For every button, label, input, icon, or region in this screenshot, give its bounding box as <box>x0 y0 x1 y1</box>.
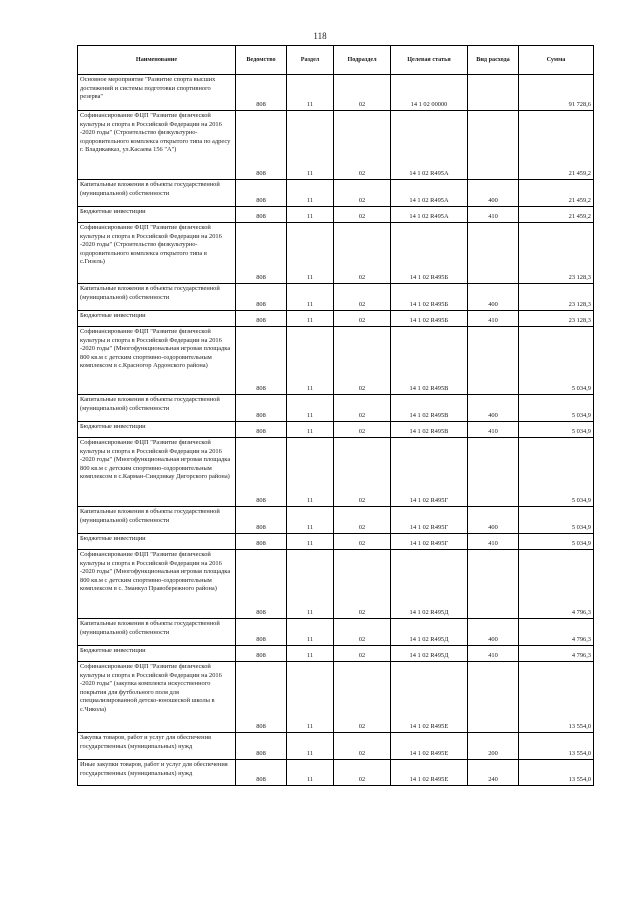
row-target-item: 14 1 02 R495Е <box>391 662 468 733</box>
row-expense-type: 400 <box>468 619 519 646</box>
row-section: 11 <box>287 111 334 180</box>
row-name: Софинансирование ФЦП "Развитие физической культуры и спорта в Российской Федерации на 2016 -2020 годы" (Строительство физкультурно-оздоровительного комплекса открытого типа в с.Гизель) <box>78 223 236 284</box>
row-subsection: 02 <box>334 422 391 438</box>
header-amount: Сумма <box>519 46 594 75</box>
table-row <box>78 207 594 223</box>
row-name: Закупка товаров, работ и услуг для обеспечения государственных (муниципальных) нужд <box>78 733 236 760</box>
row-expense-type: 400 <box>468 180 519 207</box>
row-amount: 5 034,9 <box>519 438 594 507</box>
page-number: 118 <box>313 31 327 41</box>
row-name: Бюджетные инвестиции <box>78 646 236 662</box>
row-expense-type <box>468 223 519 284</box>
row-section: 11 <box>287 327 334 395</box>
table-row <box>78 534 594 550</box>
row-target-item: 14 1 02 00000 <box>391 75 468 111</box>
row-expense-type: 410 <box>468 646 519 662</box>
row-subsection: 02 <box>334 327 391 395</box>
row-target-item: 14 1 02 R495В <box>391 422 468 438</box>
row-name: Бюджетные инвестиции <box>78 207 236 223</box>
row-department: 808 <box>236 327 287 395</box>
header-subsection: Подраздел <box>334 46 391 75</box>
row-expense-type <box>468 75 519 111</box>
row-department: 808 <box>236 180 287 207</box>
row-amount: 13 554,0 <box>519 760 594 786</box>
row-expense-type: 410 <box>468 311 519 327</box>
row-subsection: 02 <box>334 550 391 619</box>
row-expense-type: 410 <box>468 534 519 550</box>
row-name: Иные закупки товаров, работ и услуг для обеспечения государственных (муниципальных) нужд <box>78 760 236 786</box>
row-target-item: 14 1 02 R495Д <box>391 619 468 646</box>
row-target-item: 14 1 02 R495A <box>391 207 468 223</box>
row-name: Бюджетные инвестиции <box>78 422 236 438</box>
table-row <box>78 284 594 311</box>
row-expense-type <box>468 111 519 180</box>
row-subsection: 02 <box>334 395 391 422</box>
row-subsection: 02 <box>334 662 391 733</box>
row-subsection: 02 <box>334 311 391 327</box>
row-target-item: 14 1 02 R495Б <box>391 284 468 311</box>
row-amount: 5 034,9 <box>519 327 594 395</box>
table-row <box>78 75 594 111</box>
header-section: Раздел <box>287 46 334 75</box>
table-row <box>78 619 594 646</box>
row-department: 808 <box>236 662 287 733</box>
row-section: 11 <box>287 760 334 786</box>
row-name: Софинансирование ФЦП "Развитие физической культуры и спорта в Российской Федерации на 2016 -2020 годы" (Многофункциональная игровая площадка 800 кв.м с детским спортивно-оздоровительным комплексом в с.Карман-Синдзикау Дигорского района) <box>78 438 236 507</box>
row-department: 808 <box>236 207 287 223</box>
row-name: Капитальные вложения в объекты государственной (муниципальной) собственности <box>78 507 236 534</box>
row-amount: 5 034,9 <box>519 422 594 438</box>
row-department: 808 <box>236 646 287 662</box>
row-department: 808 <box>236 111 287 180</box>
row-subsection: 02 <box>334 507 391 534</box>
row-target-item: 14 1 02 R495A <box>391 180 468 207</box>
table-header-row <box>78 46 594 75</box>
row-name: Софинансирование ФЦП "Развитие физической культуры и спорта в Российской Федерации на 2016 -2020 годы" (Многофункциональная игровая площадка 800 кв.м с детским спортивно-оздоровительным комплексом в с.Красногор Ардонского района) <box>78 327 236 395</box>
row-expense-type: 410 <box>468 422 519 438</box>
row-name: Капитальные вложения в объекты государственной (муниципальной) собственности <box>78 619 236 646</box>
row-subsection: 02 <box>334 733 391 760</box>
header-target-item: Целевая статья <box>391 46 468 75</box>
row-expense-type: 400 <box>468 395 519 422</box>
header-name: Наименование <box>78 46 236 75</box>
row-name: Бюджетные инвестиции <box>78 534 236 550</box>
header-department: Ведомство <box>236 46 287 75</box>
row-amount: 13 554,0 <box>519 662 594 733</box>
row-department: 808 <box>236 550 287 619</box>
row-subsection: 02 <box>334 75 391 111</box>
table-row <box>78 438 594 507</box>
row-subsection: 02 <box>334 284 391 311</box>
row-target-item: 14 1 02 R495Г <box>391 534 468 550</box>
table-row <box>78 311 594 327</box>
row-target-item: 14 1 02 R495В <box>391 327 468 395</box>
row-department: 808 <box>236 438 287 507</box>
row-name: Софинансирование ФЦП "Развитие физической культуры и спорта в Российской Федерации на 2016 -2020 годы" (Многофункциональная игровая площадка 800 кв.м с детским спортивно-оздоровительным комплексом в с. Зманкул Правобережного района) <box>78 550 236 619</box>
row-section: 11 <box>287 311 334 327</box>
row-subsection: 02 <box>334 111 391 180</box>
row-amount: 23 128,3 <box>519 284 594 311</box>
table-row <box>78 180 594 207</box>
row-department: 808 <box>236 733 287 760</box>
row-section: 11 <box>287 534 334 550</box>
row-amount: 21 459,2 <box>519 111 594 180</box>
row-amount: 21 459,2 <box>519 207 594 223</box>
row-amount: 21 459,2 <box>519 180 594 207</box>
table-row <box>78 733 594 760</box>
row-expense-type: 200 <box>468 733 519 760</box>
row-amount: 13 554,0 <box>519 733 594 760</box>
row-subsection: 02 <box>334 646 391 662</box>
row-expense-type <box>468 327 519 395</box>
row-target-item: 14 1 02 R495Е <box>391 760 468 786</box>
row-section: 11 <box>287 395 334 422</box>
table-row <box>78 507 594 534</box>
row-section: 11 <box>287 180 334 207</box>
row-subsection: 02 <box>334 180 391 207</box>
row-section: 11 <box>287 619 334 646</box>
row-subsection: 02 <box>334 619 391 646</box>
row-expense-type: 240 <box>468 760 519 786</box>
row-section: 11 <box>287 223 334 284</box>
row-target-item: 14 1 02 R495Д <box>391 646 468 662</box>
table-row <box>78 422 594 438</box>
row-amount: 5 034,9 <box>519 507 594 534</box>
row-target-item: 14 1 02 R495Б <box>391 311 468 327</box>
row-section: 11 <box>287 507 334 534</box>
row-subsection: 02 <box>334 760 391 786</box>
row-department: 808 <box>236 507 287 534</box>
row-target-item: 14 1 02 R495Д <box>391 550 468 619</box>
row-target-item: 14 1 02 R495Г <box>391 507 468 534</box>
row-section: 11 <box>287 662 334 733</box>
row-name: Бюджетные инвестиции <box>78 311 236 327</box>
row-expense-type: 400 <box>468 507 519 534</box>
row-name: Капитальные вложения в объекты государственной (муниципальной) собственности <box>78 395 236 422</box>
table-row <box>78 550 594 619</box>
row-name: Софинансирование ФЦП "Развитие физической культуры и спорта в Российской Федерации на 2016 -2020 годы" (Строительство физкультурно-оздоровительного комплекса открытого типа по адресу г. Владикавказ, ул.Касаева 156 "А") <box>78 111 236 180</box>
row-name: Софинансирование ФЦП "Развитие физической культуры и спорта в Российской Федерации на 2016 -2020 годы" (закупка комплекта искусственного покрытия для футбольного поля для специализированной детско-юношеской школы в с.Чикола) <box>78 662 236 733</box>
row-section: 11 <box>287 207 334 223</box>
row-section: 11 <box>287 284 334 311</box>
row-name: Основное мероприятие "Развитие спорта высших достижений и системы подготовки спортивного резерва" <box>78 75 236 111</box>
row-subsection: 02 <box>334 207 391 223</box>
row-section: 11 <box>287 422 334 438</box>
budget-table <box>77 45 594 786</box>
row-subsection: 02 <box>334 223 391 284</box>
row-section: 11 <box>287 75 334 111</box>
row-department: 808 <box>236 534 287 550</box>
row-amount: 4 796,3 <box>519 646 594 662</box>
row-amount: 4 796,3 <box>519 550 594 619</box>
row-expense-type: 410 <box>468 207 519 223</box>
row-department: 808 <box>236 760 287 786</box>
row-amount: 5 034,9 <box>519 534 594 550</box>
row-target-item: 14 1 02 R495Е <box>391 733 468 760</box>
table-row <box>78 111 594 180</box>
row-section: 11 <box>287 733 334 760</box>
row-expense-type <box>468 662 519 733</box>
row-expense-type: 400 <box>468 284 519 311</box>
row-subsection: 02 <box>334 534 391 550</box>
row-department: 808 <box>236 75 287 111</box>
row-target-item: 14 1 02 R495A <box>391 111 468 180</box>
row-expense-type <box>468 438 519 507</box>
row-department: 808 <box>236 422 287 438</box>
table-row <box>78 395 594 422</box>
row-section: 11 <box>287 438 334 507</box>
row-subsection: 02 <box>334 438 391 507</box>
row-department: 808 <box>236 284 287 311</box>
row-amount: 5 034,9 <box>519 395 594 422</box>
row-department: 808 <box>236 223 287 284</box>
row-amount: 23 128,3 <box>519 311 594 327</box>
row-target-item: 14 1 02 R495Г <box>391 438 468 507</box>
row-amount: 91 728,6 <box>519 75 594 111</box>
row-expense-type <box>468 550 519 619</box>
row-amount: 4 796,3 <box>519 619 594 646</box>
table-row <box>78 662 594 733</box>
row-amount: 23 128,3 <box>519 223 594 284</box>
row-name: Капитальные вложения в объекты государственной (муниципальной) собственности <box>78 284 236 311</box>
row-name: Капитальные вложения в объекты государственной (муниципальной) собственности <box>78 180 236 207</box>
table-row <box>78 223 594 284</box>
table-row <box>78 327 594 395</box>
table-row <box>78 646 594 662</box>
header-expense-type: Вид расхода <box>468 46 519 75</box>
row-target-item: 14 1 02 R495В <box>391 395 468 422</box>
row-department: 808 <box>236 619 287 646</box>
row-section: 11 <box>287 646 334 662</box>
row-section: 11 <box>287 550 334 619</box>
table-row <box>78 760 594 786</box>
row-target-item: 14 1 02 R495Б <box>391 223 468 284</box>
row-department: 808 <box>236 311 287 327</box>
row-department: 808 <box>236 395 287 422</box>
